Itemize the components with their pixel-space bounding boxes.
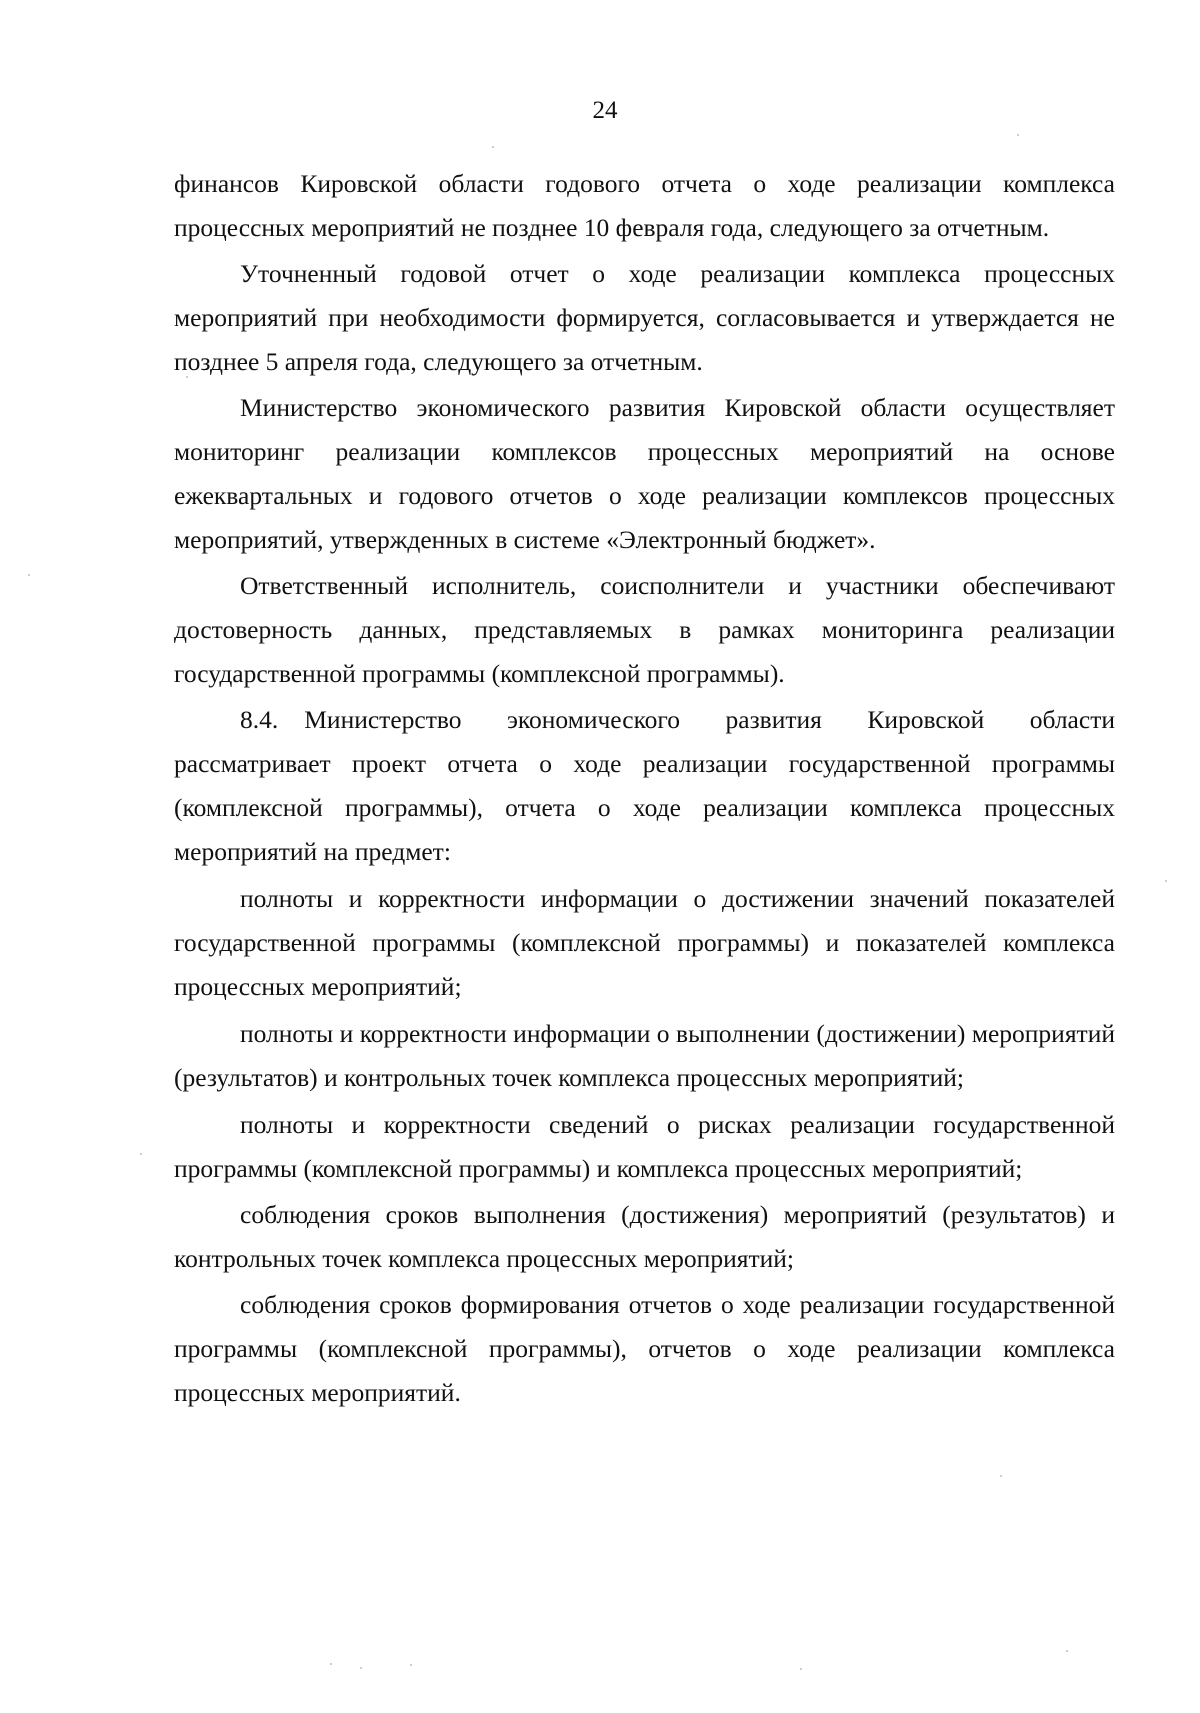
paragraph-continuation: финансов Кировской области годового отчета о ходе реализации комплекса процессных мероприятий не позднее 10 февраля года, следующего за отчетным. [174,169,1115,242]
criterion-report-deadlines: соблюдения сроков формирования отчетов о ходе реализации государственной программы (комплексной программы), отчетов о ходе реализации комплекса процессных мероприятий. [174,1290,1115,1407]
paragraph-refined-report: Уточненный годовой отчет о ходе реализации комплекса процессных мероприятий при необходимости формируется, согласовывается и утверждается не позднее 5 апреля года, следующего за отчетным. [174,259,1115,376]
criterion-risks: полноты и корректности сведений о рисках реализации государственной программы (комплексной программы) и комплекса процессных мероприятий; [174,1110,1115,1183]
paragraph-responsibility: Ответственный исполнитель, соисполнители и участники обеспечивают достоверность данных, представляемых в рамках мониторинга реализации государственной программы (комплексной программы). [174,571,1115,688]
scan-speck [360,1667,362,1669]
scan-speck [186,376,188,378]
scan-speck [492,146,494,148]
page-number: 24 [592,97,618,124]
section-8-4 [174,698,1115,874]
criterion-indicators: полноты и корректности информации о достижении значений показателей государственной программы (комплексной программы) и показателей комплекса процессных мероприятий; [174,884,1115,1001]
scan-speck [1000,1475,1002,1477]
scan-speck [1165,880,1167,882]
paragraph-monitoring: Министерство экономического развития Кировской области осуществляет мониторинг реализации комплексов процессных мероприятий на основе ежеквартальных и годового отчетов о ходе реализации комплексов процессных мероприятий, утвержденных в системе «Электронный бюджет». [174,393,1115,554]
scan-speck [140,1153,142,1155]
scan-speck [330,1663,332,1665]
section-number: 8.4. [240,705,279,734]
document-body [174,162,1115,1415]
criterion-deadlines: соблюдения сроков выполнения (достижения) мероприятий (результатов) и контрольных точек комплекса процессных мероприятий; [174,1200,1115,1273]
section-8-4-text: Министерство экономического развития Кировской области рассматривает проект отчета о ходе реализации государственной программы (комплексной программы), отчета о ходе реализации комплекса процессных мероприятий на предмет: [174,705,1115,866]
scan-speck [28,574,30,576]
scan-speck [800,1668,802,1670]
scan-speck [1066,1650,1068,1652]
criterion-activities: полноты и корректности информации о выполнении (достижении) мероприятий (результатов) и контрольных точек комплекса процессных мероприятий; [174,1019,1115,1092]
scan-speck [1017,134,1019,136]
scan-speck [410,1664,412,1666]
